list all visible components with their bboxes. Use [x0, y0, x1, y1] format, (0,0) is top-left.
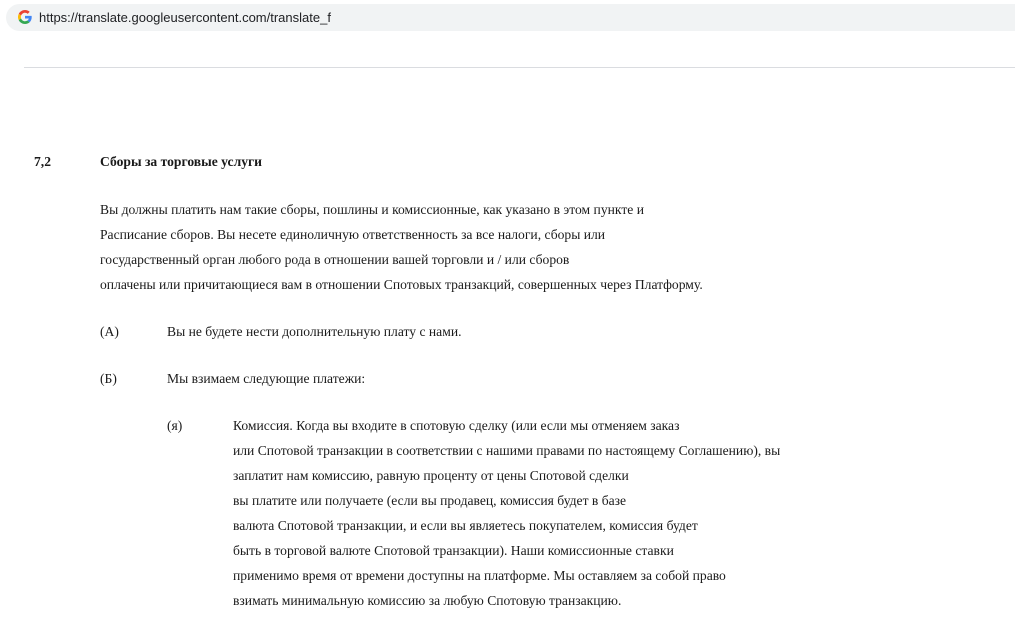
subitem-line: валюта Спотовой транзакции, и если вы являетесь покупателем, комиссия будет: [233, 518, 698, 533]
paragraph-line: Вы должны платить нам такие сборы, пошлины и комиссионные, как указано в этом пункте и: [100, 202, 644, 217]
subitem-line: взимать минимальную комиссию за любую Спотовую транзакцию.: [233, 593, 622, 608]
item-label-a: (А): [100, 324, 119, 339]
toolbar-divider: [24, 67, 1015, 68]
url-text[interactable]: https://translate.googleusercontent.com/translate_f: [39, 10, 331, 25]
paragraph-line: оплачены или причитающиеся вам в отношении Спотовых транзакций, совершенных через Платформу.: [100, 277, 703, 292]
subitem-line: вы платите или получаете (если вы продавец, комиссия будет в базе: [233, 493, 627, 508]
paragraph-line: Расписание сборов. Вы несете единоличную ответственность за все налоги, сборы или: [100, 227, 606, 242]
item-text-b: Мы взимаем следующие платежи:: [167, 371, 366, 386]
subitem-label: (я): [167, 418, 183, 433]
paragraph-line: государственный орган любого рода в отношении вашей торговли и / или сборов: [100, 252, 570, 267]
subitem-line: применимо время от времени доступны на платформе. Мы оставляем за собой право: [233, 568, 726, 583]
subitem-line: быть в торговой валюте Спотовой транзакции). Наши комиссионные ставки: [233, 543, 674, 558]
google-g-icon: [18, 10, 32, 24]
section-number: 7,2: [34, 154, 51, 169]
item-label-b: (Б): [100, 371, 117, 386]
section-title: Сборы за торговые услуги: [100, 154, 263, 169]
subitem-line: заплатит нам комиссию, равную проценту от цены Спотовой сделки: [233, 468, 629, 483]
item-text-a: Вы не будете нести дополнительную плату с нами.: [167, 324, 462, 339]
subitem-line: или Спотовой транзакции в соответствии с нашими правами по настоящему Соглашению), вы: [233, 443, 781, 458]
address-bar[interactable]: [6, 4, 1015, 31]
subitem-line: Комиссия. Когда вы входите в спотовую сделку (или если мы отменяем заказ: [233, 418, 680, 433]
